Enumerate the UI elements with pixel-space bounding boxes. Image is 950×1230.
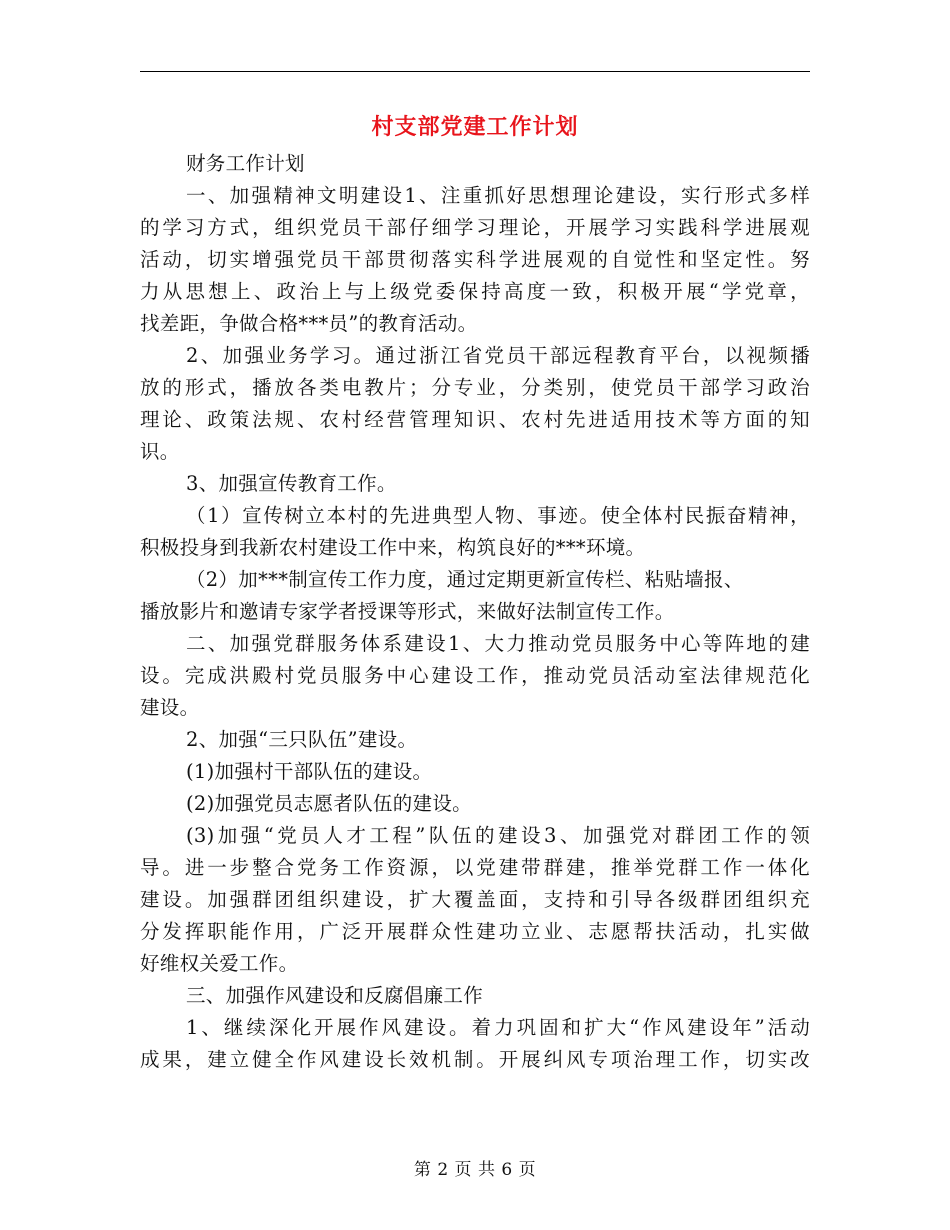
- text-line: 2、加强业务学习。通过浙江省党员干部远程教育平台，以视频播: [186, 344, 810, 367]
- page-number-footer: 第 2 页 共 6 页: [413, 1160, 537, 1180]
- text-line: 财务工作计划: [186, 152, 305, 175]
- text-line: 一、加强精神文明建设1、注重抓好思想理论建设，实行形式多样: [186, 184, 810, 207]
- text-line: (2)加强党员志愿者队伍的建设。: [186, 792, 472, 815]
- text-line: 1、继续深化开展作风建设。着力巩固和扩大“作风建设年”活动: [186, 1016, 810, 1039]
- text-line: 播放影片和邀请专家学者授课等形式，来做好法制宣传工作。: [140, 600, 675, 623]
- text-line: （2）加***制宣传工作力度，通过定期更新宣传栏、粘贴墙报、: [186, 568, 744, 591]
- text-line: 放的形式，播放各类电教片；分专业，分类别，使党员干部学习政治: [140, 376, 810, 399]
- text-line: 理论、政策法规、农村经营管理知识、农村先进适用技术等方面的知: [140, 408, 810, 431]
- text-line: 设。完成洪殿村党员服务中心建设工作，推动党员活动室法律规范化: [140, 664, 810, 687]
- text-line: 分发挥职能作用，广泛开展群众性建功立业、志愿帮扶活动，扎实做: [140, 920, 810, 943]
- text-line: 3、加强宣传教育工作。: [186, 472, 397, 495]
- text-line: （1）宣传树立本村的先进典型人物、事迹。使全体村民振奋精神，: [186, 504, 810, 527]
- text-line: 二、加强党群服务体系建设1、大力推动党员服务中心等阵地的建: [186, 632, 810, 655]
- text-line: (1)加强村干部队伍的建设。: [186, 760, 433, 783]
- text-line: 力从思想上、政治上与上级党委保持高度一致，积极开展“学党章，: [140, 280, 810, 303]
- document-title: 村支部党建工作计划: [371, 114, 579, 140]
- text-line: 三、加强作风建设和反腐倡廉工作: [186, 984, 484, 1007]
- text-line: 建设。加强群团组织建设，扩大覆盖面，支持和引导各级群团组织充: [140, 888, 810, 911]
- text-line: (3)加强“党员人才工程”队伍的建设3、加强党对群团工作的领: [186, 824, 810, 847]
- text-line: 2、加强“三只队伍”建设。: [186, 728, 418, 751]
- text-line: 好维权关爱工作。: [140, 952, 299, 975]
- text-line: 的学习方式，组织党员干部仔细学习理论，开展学习实践科学进展观: [140, 216, 810, 239]
- text-line: 成果，建立健全作风建设长效机制。开展纠风专项治理工作，切实改: [140, 1048, 810, 1071]
- text-line: 活动，切实增强党员干部贯彻落实科学进展观的自觉性和坚定性。努: [140, 248, 810, 271]
- text-line: 识。: [140, 440, 180, 463]
- text-line: 找差距，争做合格***员”的教育活动。: [140, 312, 478, 335]
- text-line: 积极投身到我新农村建设工作中来，构筑良好的***环境。: [140, 536, 646, 559]
- document-body: [140, 148, 810, 1076]
- text-line: 建设。: [140, 696, 200, 719]
- header-rule: [140, 71, 810, 72]
- text-line: 导。进一步整合党务工作资源，以党建带群建，推举党群工作一体化: [140, 856, 810, 879]
